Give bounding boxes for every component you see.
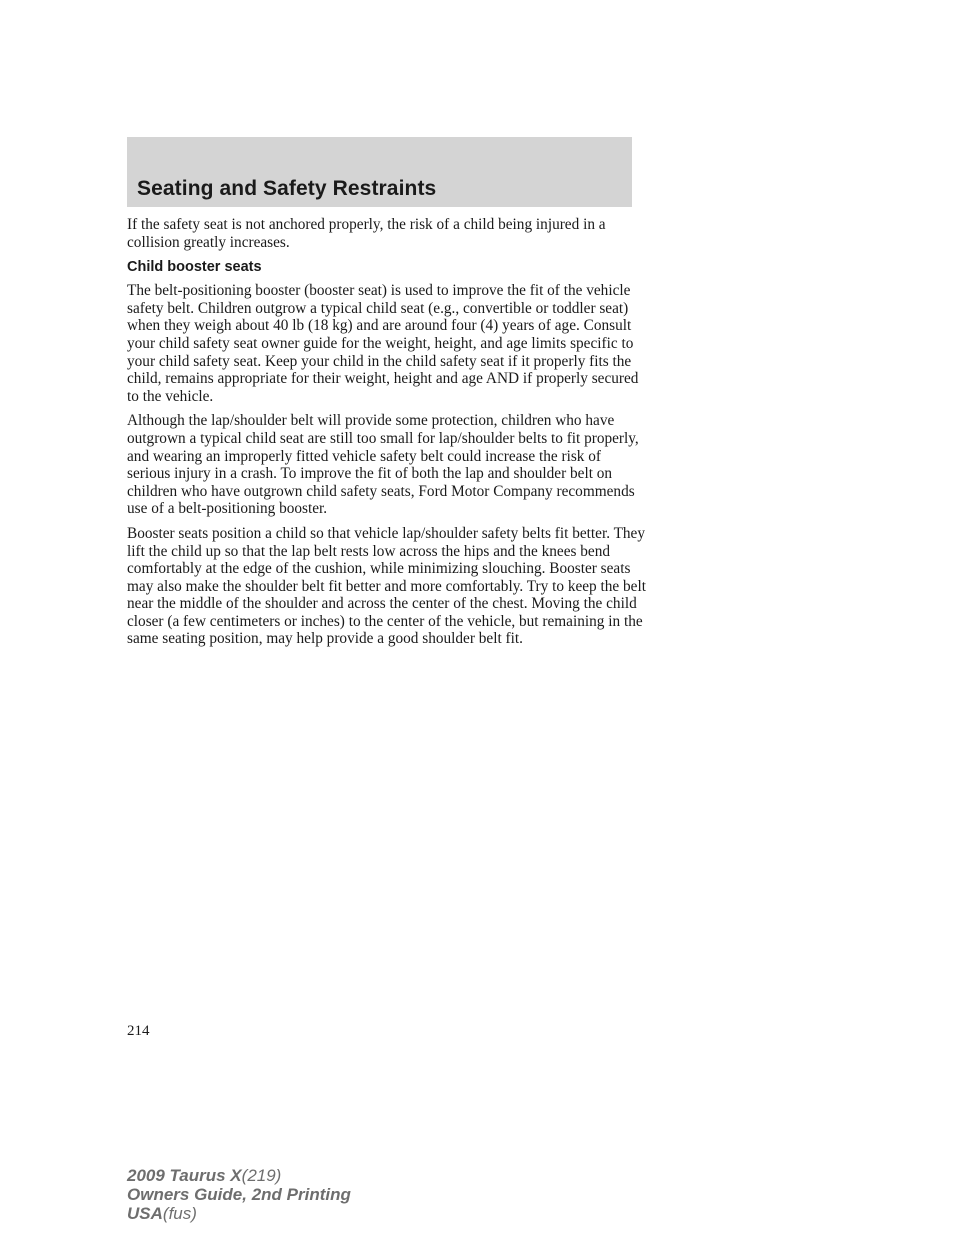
paragraph: Booster seats position a child so that vehicle lap/shoulder safety belts fit better. They lift the child up so that the lap belt rests low across the hips and the knees bend comfortably at the edge of the cushion, while minimizing slouching. Booster seats may also make the shoulder belt fit better and more comfortably. Try to keep the belt near the middle of the shoulder and across the center of the chest. Moving the child closer (a few centimeters or inches) to the center of the vehicle, but remaining in the same seating position, may help provide a good shoulder belt fit. [127,524,646,648]
print-footer [127,1166,351,1223]
footer-market-code: (fus) [162,1204,197,1223]
footer-model: 2009 Taurus X [127,1166,242,1185]
paragraph: The belt-positioning booster (booster seat) is used to improve the fit of the vehicle safety belt. Children outgrow a typical child seat (e.g., convertible or toddler seat) when they weigh about 40 lb (18 kg) and are around four (4) years of age. Consult your child safety seat owner guide for the weight, height, and age limits specific to your child safety seat. Keep your child in the child safety seat if it properly fits the child, remains appropriate for their weight, height and age AND if properly secured to the vehicle. [127,282,639,405]
footer-market: USA [127,1204,163,1223]
footer-line-model [127,1166,351,1185]
section-header-band [127,137,632,207]
section-title: Seating and Safety Restraints [137,177,437,200]
intro-paragraph: If the safety seat is not anchored properly, the risk of a child being injured in a collision greatly increases. [127,216,606,251]
footer-edition: Owners Guide, 2nd Printing [127,1185,351,1204]
page-body [127,216,647,655]
footer-line-market [127,1204,351,1223]
footer-model-code: (219) [241,1166,282,1185]
page-number: 214 [127,1023,150,1039]
paragraph: Although the lap/shoulder belt will provide some protection, children who have outgrown a typical child seat are still too small for lap/shoulder belts to fit properly, and wearing an improperly fitted vehicle safety belt could increase the risk of serious injury in a crash. To improve the fit of both the lap and shoulder belt on children who have outgrown child safety seats, Ford Motor Company recommends use of a belt-positioning booster. [127,412,639,518]
footer-line-edition [127,1185,351,1204]
section-heading: Child booster seats [127,259,262,276]
